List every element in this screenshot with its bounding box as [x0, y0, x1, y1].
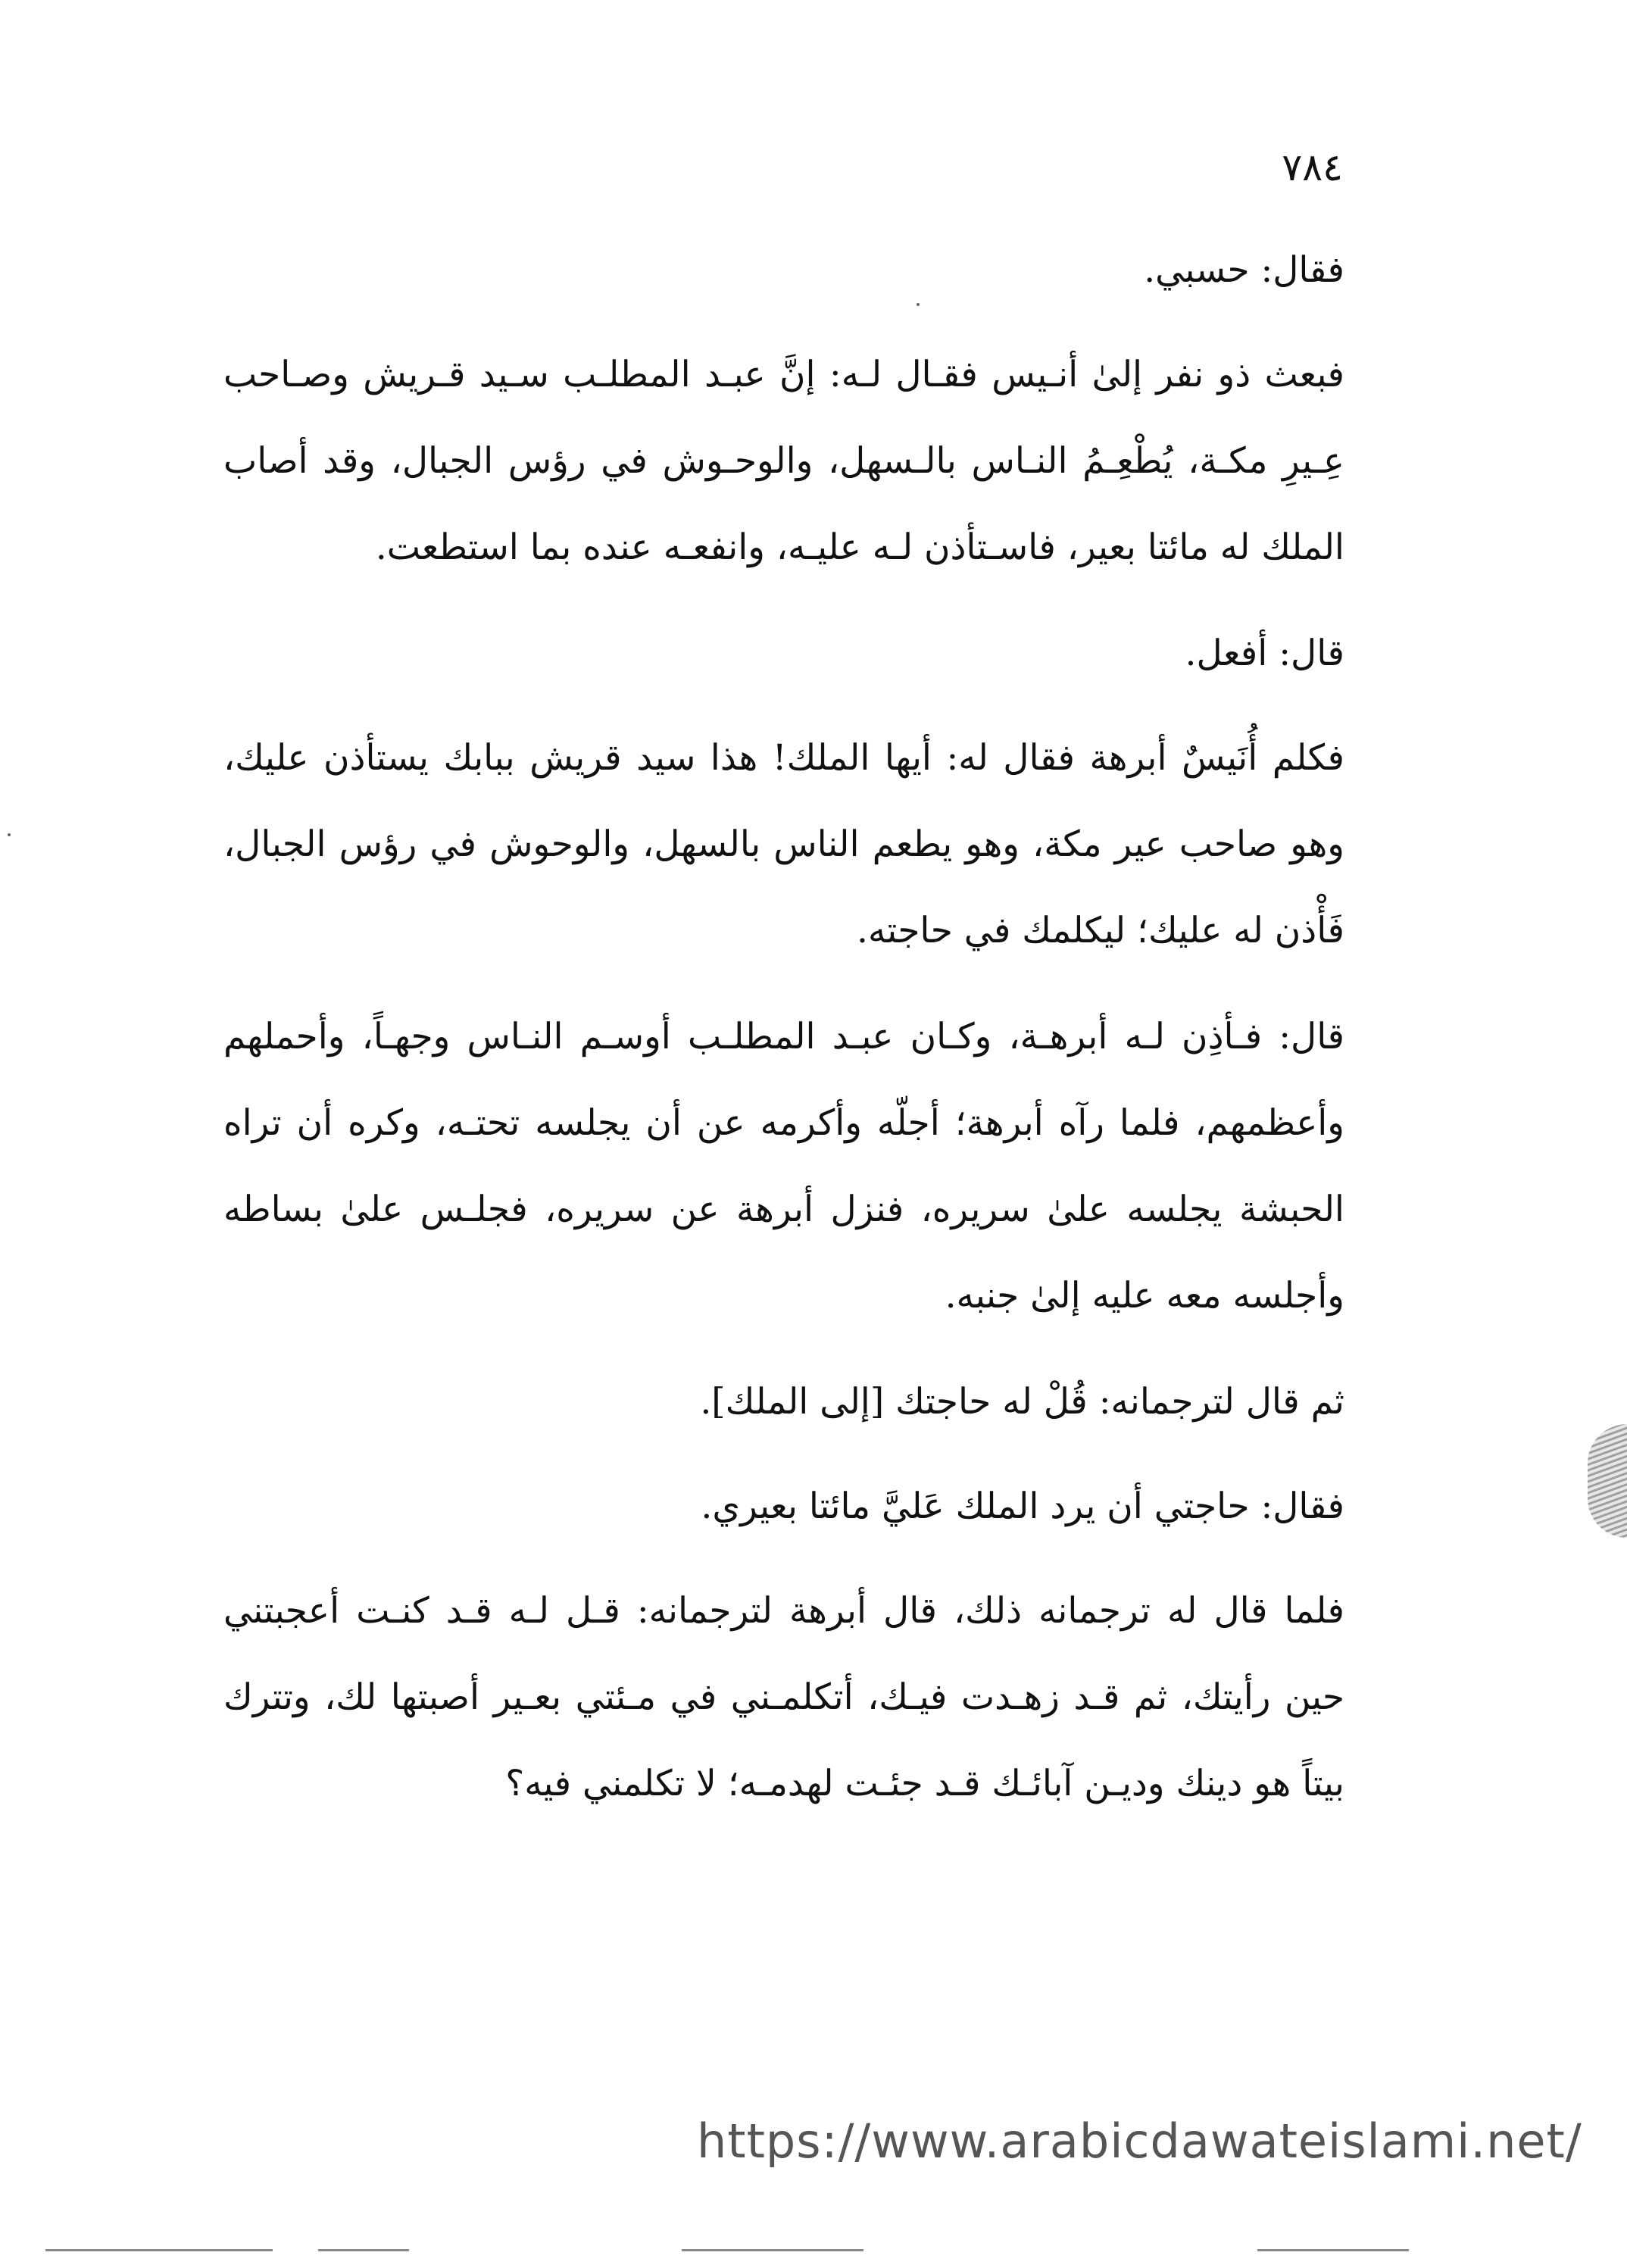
paragraph-4: فكلم أُنَيسٌ أبرهة فقال له: أيها الملك! هذا سيد قريش ببابك يستأذن عليك، وهو صاحب عير مكة، وهو يطعم الناس بالسهل، والوحوش في رؤس الجبال، فَأْذن له عليك؛ ليكلمك في حاجته.	[223, 737, 1344, 951]
paragraph-2: فبعث ذو نفر إلىٰ أنـيس فقـال لـه: إنَّ عبـد المطلـب سـيد قـريش وصـاحب عِـيرِ مكـة، يُطْعِـمُ النـاس بالـسهل، والوحـوش في رؤس الجبال، وقد أصاب الملك له مائتا بعير، فاسـتأذن لـه عليـه، وانفعـه عنده بما استطعت.	[223, 354, 1344, 568]
paragraph-5: قال: فـأذِن لـه أبرهـة، وكـان عبـد المطلـب أوسـم النـاس وجهـاً، وأحملهم وأعظمهم، فلما رآه أبرهة؛ أجلّه وأكرمه عن أن يجلسه تحتـه، وكره أن تراه الحبشة يجلسه علىٰ سريره، فنزل أبرهة عن سريره، فجلـس علىٰ بساطه وأجلسه معه عليه إلىٰ جنبه.	[223, 1016, 1344, 1317]
paragraph-7: فقال: حاجتي أن يرد الملك عَليَّ مائتا بعيري.	[701, 1485, 1344, 1527]
scan-dot	[917, 303, 920, 306]
watermark-url: https://www.arabicdawateislami.net/	[697, 2113, 1582, 2169]
paragraph-6: ثم قال لترجمانه: قُلْ له حاجتك [إلى الملك].	[700, 1381, 1344, 1423]
scan-dot	[8, 833, 11, 836]
scan-rule	[1257, 2249, 1409, 2251]
paragraph-1: فقال: حسبي.	[1144, 249, 1344, 291]
scan-rule	[45, 2249, 273, 2251]
scan-rule	[682, 2249, 863, 2251]
scan-rule	[318, 2249, 409, 2251]
page-number: ٧٨٤	[1282, 145, 1343, 189]
paragraph-8: فلما قال له ترجمانه ذلك، قال أبرهة لترجمانه: قـل لـه قـد كنـت أعجبتني حين رأيتك، ثم قـد زهـدت فيـك، أتكلمـني في مـئتي بعـير أصبتها لك، وتترك بيتاً هو دينك وديـن آبائـك قـد جئـت لهدمـه؛ لا تكلمني فيه؟	[223, 1590, 1344, 1804]
page-body	[223, 227, 1344, 1847]
page-edge-scan-mark	[1588, 1424, 1627, 1538]
paragraph-3: قال: أفعل.	[1185, 633, 1344, 674]
